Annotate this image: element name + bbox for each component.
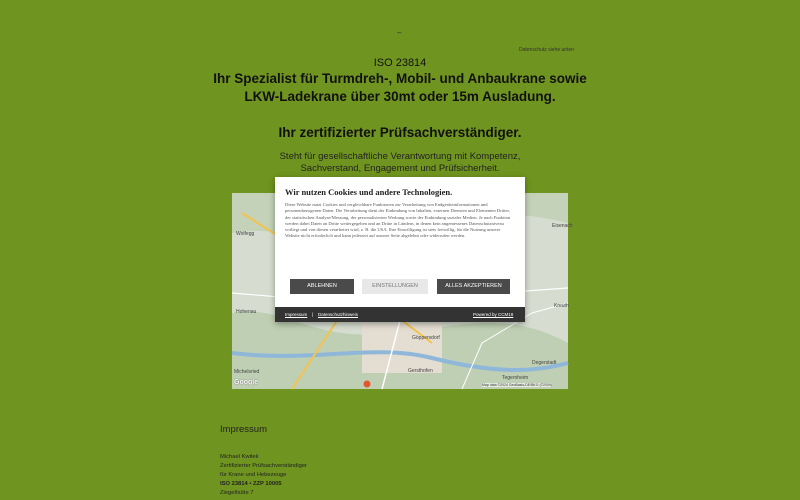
- headline: [200, 70, 600, 106]
- cookie-footer: [275, 307, 525, 322]
- impressum-for: für Krane und Hebezeuge: [220, 472, 287, 478]
- map-label: Eisenach: [552, 223, 573, 229]
- cookie-title: Wir nutzen Cookies und andere Technologien.: [285, 187, 453, 197]
- footer-privacy-link[interactable]: Datenschutzhinweis: [318, 312, 359, 317]
- impressum-name: Michael Kwitek: [220, 454, 259, 460]
- certified-heading: Ihr zertifizierter Prüfsachverständiger.: [278, 125, 522, 140]
- accept-all-button[interactable]: ALLES AKZEPTIEREN: [437, 279, 510, 294]
- google-logo: Google: [234, 379, 259, 386]
- map-label: Kreuth: [554, 303, 569, 309]
- map-pin-icon[interactable]: [362, 379, 372, 389]
- responsibility-line-2: Sachverstand, Engagement und Prüfsicherheit.: [300, 163, 500, 174]
- cookie-description: Diese Website nutzt Cookies und vergleichbare Funktionen zur Verarbeitung von Endgeräteinformationen und personenbezogenen Daten. Die Verarbeitung dient der Einbindung von Inhalten, externen Diensten und Elementen Dritter, der statistischen Analyse/Messung, der personalisierten Werbung sowie der Einbindung sozialer Medien. Je nach Funktion werden dabei Daten an Dritte weitergegeben und an Dritte in Ländern, in denen kein angemessenes Datenschutzniveau vorliegt und von diesen verarbeitet wird, z. B. die USA. Ihre Einwilligung ist stets freiwillig, für die Nutzung unserer Website nicht erforderlich und kann jederzeit auf unserer Seite abgelehnt oder widerrufen werden.: [285, 202, 511, 239]
- map-label: Michelsried: [234, 369, 260, 375]
- map-label: Gersthofen: [408, 368, 433, 374]
- responsibility-text: [200, 151, 600, 175]
- decline-button[interactable]: ABLEHNEN: [290, 279, 354, 294]
- map-label: Göppersdorf: [412, 335, 440, 341]
- map-label: Degerstadt: [532, 360, 557, 366]
- privacy-note-link[interactable]: Datenschutz siehe unten: [519, 47, 575, 53]
- settings-button[interactable]: EINSTELLUNGEN: [362, 279, 428, 294]
- footer-separator: |: [312, 312, 314, 317]
- footer-impressum-link[interactable]: Impressum: [285, 312, 308, 317]
- footer-powered-link[interactable]: Powered by CCM19: [473, 312, 514, 317]
- impressum-role: Zertifizierter Prüfsachverständiger: [220, 463, 307, 469]
- top-dash: –: [397, 28, 402, 37]
- map-label: Wolfegg: [236, 231, 255, 237]
- impressum-iso: ISO 23814 • ZZP 10005: [220, 481, 282, 487]
- iso-title: ISO 23814: [373, 57, 427, 69]
- impressum-street: Ziegelhütte 7: [220, 490, 254, 496]
- headline-line-2: LKW-Ladekrane über 30mt oder 15m Ausladung.: [244, 89, 556, 104]
- map-attribution: Map data ©2024 GeoBasis-DE/BKG (©2009): [482, 383, 553, 387]
- cookie-dialog: [275, 177, 525, 322]
- responsibility-line-1: Steht für gesellschaftliche Verantwortung mit Kompetenz,: [279, 151, 521, 162]
- map-label: Hohenau: [236, 309, 257, 315]
- impressum-heading: Impressum: [220, 424, 267, 435]
- map-label: Tegernheim: [502, 375, 529, 381]
- headline-line-1: Ihr Spezialist für Turmdreh-, Mobil- und Anbaukrane sowie: [213, 71, 587, 86]
